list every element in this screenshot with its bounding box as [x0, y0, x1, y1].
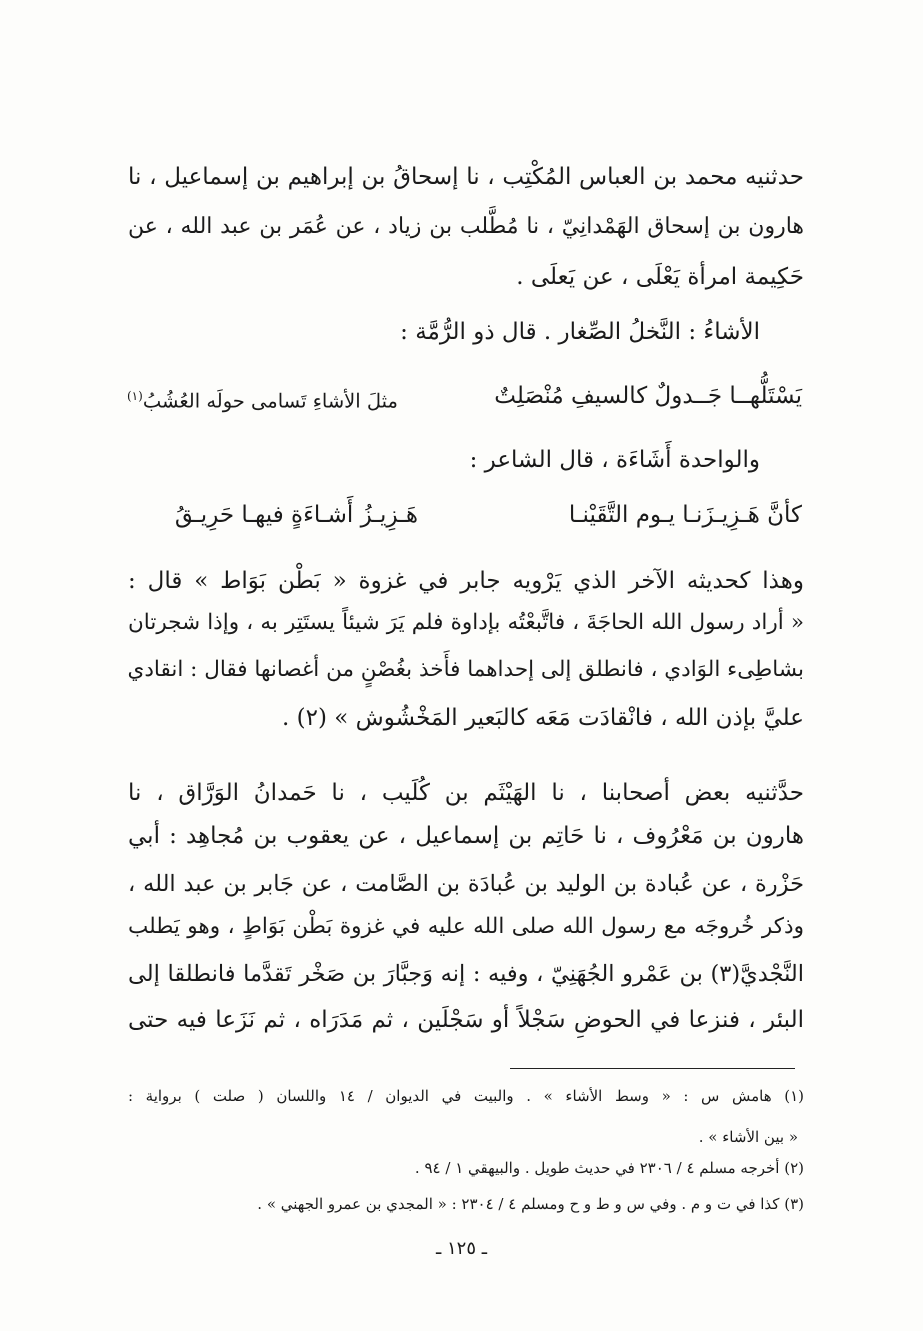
paragraph-1-line-2: هارون بن إسحاق الهَمْدانِيّ ، نا مُطَّلب بن زياد ، عن عُمَر بن عبد الله ، عن — [128, 214, 804, 239]
footnote-1-line-2: « بين الأشاء » . — [698, 1128, 798, 1146]
singular-line: والواحدة أَشَاءَة ، قال الشاعر : — [469, 447, 760, 473]
paragraph-2-line-2: « أراد رسول الله الحاجَةَ ، فاتَّبعْتُه بإداوة فلم يَرَ شيئاً يستَتِر به ، وإذا شجرتان — [128, 610, 804, 635]
verse-2-first-hemistich: كأنَّ هَـزِيـزَنـا يـوم التَّقَيْنـا — [568, 502, 802, 528]
paragraph-2-line-1: وهذا كحديثه الآخر الذي يَرْويه جابر في غزوة « بَطْن بَوَاط » قال : — [128, 568, 804, 594]
verse-1-second-text: مثلَ الأشاءِ تَسامى حولَه العُشُبُ — [142, 389, 398, 413]
footnote-1-line-1: (١) هامش س : « وسط الأشاء » . والبيت في الديوان / ١٤ واللسان ( صلت ) برواية : — [128, 1087, 804, 1105]
paragraph-3-line-3: حَزْرة ، عن عُبادة بن الوليد بن عُبادَة بن الصَّامت ، عن جَابر بن عبد الله ، — [128, 871, 804, 897]
verse-1-second-hemistich — [128, 381, 398, 417]
page-number: ـ ١٢٥ ـ — [435, 1238, 487, 1259]
footnote-ref-1: (١) — [126, 389, 143, 403]
paragraph-3-line-5: النَّجْديَّ(٣) بن عَمْرو الجُهَنِيّ ، وفيه : إنه وَجبَّارَ بن صَخْر تَقدَّما فانطلقا إلى — [128, 961, 804, 987]
paragraph-3-line-2: هارون بن مَعْرُوف ، نا حَاتِم بن إسماعيل ، عن يعقوب بن مُجاهِد : أبي — [128, 823, 804, 849]
paragraph-1-line-3: حَكِيمة امرأة يَعْلَى ، عن يَعلَى . — [516, 264, 804, 290]
paragraph-1-line-1: حدثنيه محمد بن العباس المُكْتِب ، نا إسحاقُ بن إبراهيم بن إسماعيل ، نا — [128, 164, 804, 190]
definition-line: الأشاءُ : النَّخلُ الصِّغار . قال ذو الرُّمَّة : — [400, 319, 760, 345]
paragraph-2-line-3: بشاطِىء الوَادي ، فانطلق إلى إحداهما فأَخذ بغُصْنٍ من أغصانها فقال : انقادي — [127, 657, 804, 682]
footnote-3: (٣) كذا في ت و م . وفي س و ط و ح ومسلم ٤ / ٢٣٠٤ : « المجدي بن عمرو الجهني » . — [257, 1195, 804, 1213]
verse-1-first-hemistich: يَسْتَلُّهــا جَــدولٌ كالسيفِ مُنْصَلِتٌ — [494, 383, 802, 409]
footnote-2: (٢) أخرجه مسلم ٤ / ٢٣٠٦ في حديث طويل . والبيهقي ١ / ٩٤ . — [414, 1159, 804, 1177]
paragraph-3-line-6: البئر ، فنزعا في الحوضِ سَجْلاً أو سَجْلَين ، ثم مَدَرَاه ، ثم نَزَعا فيه حتى — [128, 1007, 804, 1033]
verse-2-second-hemistich: هَـزِيـزُ أَشـاءَةٍ فيهـا حَرِيـقُ — [174, 502, 418, 528]
paragraph-3-line-1: حدَّثنيه بعض أصحابنا ، نا الهَيْثَم بن كُلَيب ، نا حَمدانُ الوَرَّاق ، نا — [128, 780, 804, 806]
paragraph-3-line-4: وذكر خُروجَه مع رسول الله صلى الله عليه في غزوة بَطْن بَوَاطٍ ، وهو يَطلب — [128, 914, 804, 939]
footnote-separator — [510, 1068, 795, 1069]
paragraph-2-line-4: عليَّ بإذن الله ، فانْقادَت مَعَه كالبَعير المَخْشُوش » (٢) . — [282, 705, 804, 731]
